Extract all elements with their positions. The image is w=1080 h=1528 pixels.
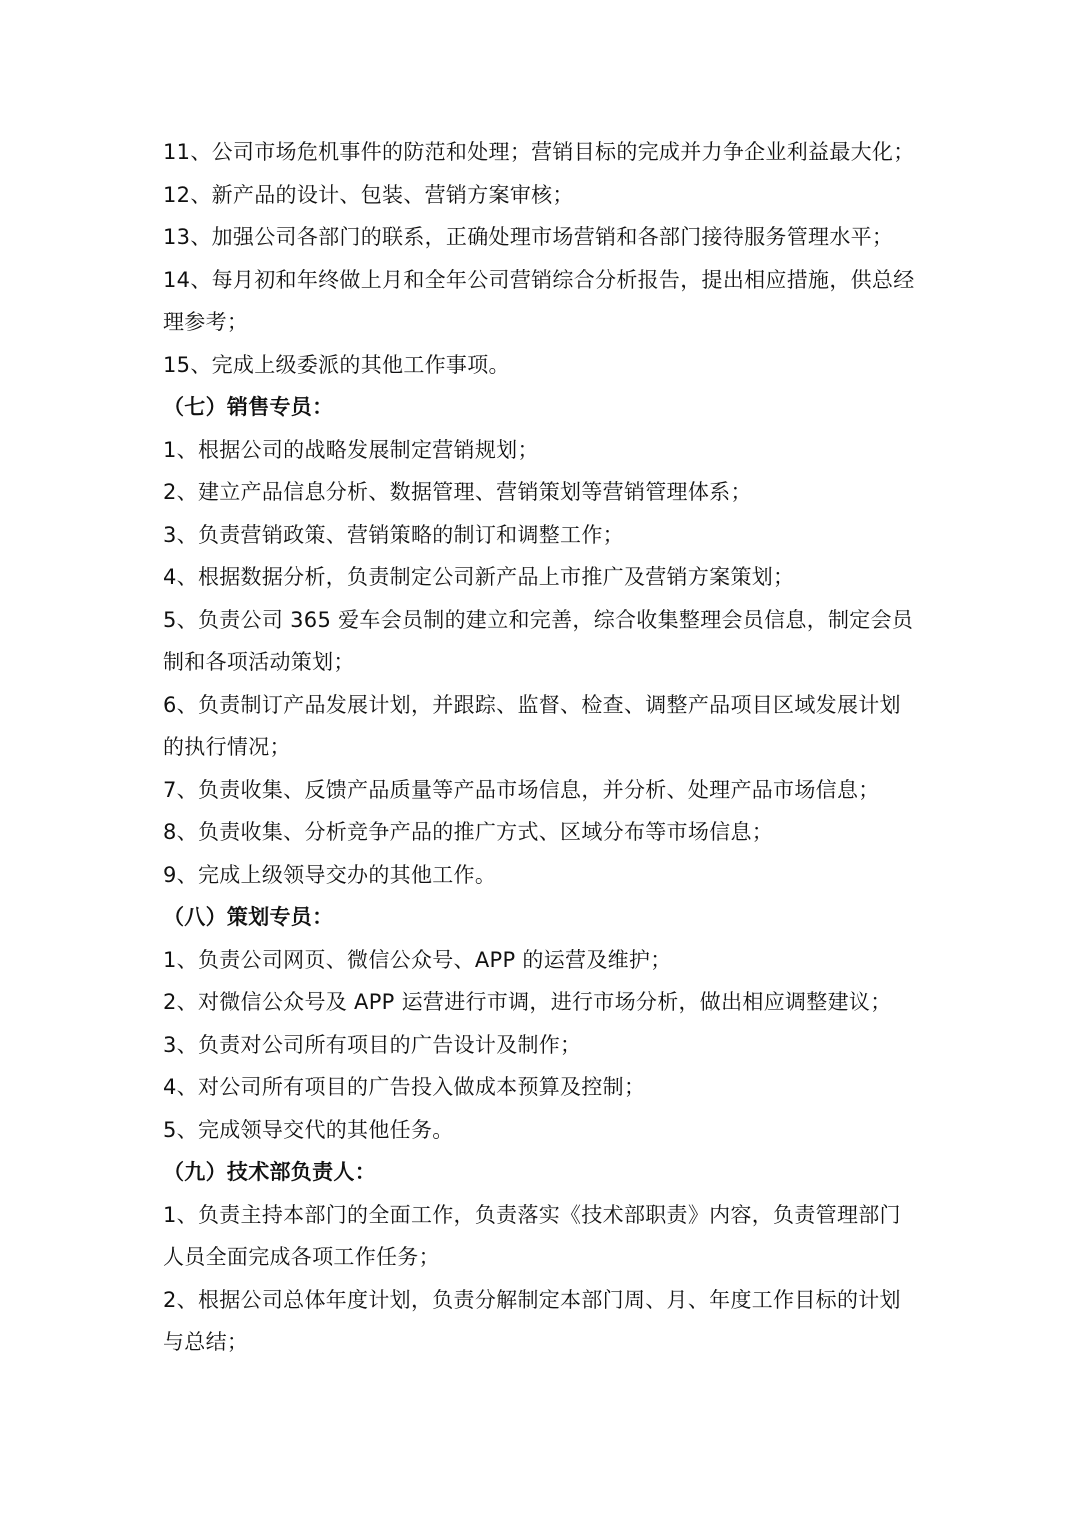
text-line: 8、负责收集、分析竞争产品的推广方式、区域分布等市场信息；	[163, 820, 774, 844]
text-line: 4、根据数据分析，负责制定公司新产品上市推广及营销方案策划；	[163, 565, 795, 589]
text-line: 2、对微信公众号及 APP 运营进行市调，进行市场分析，做出相应调整建议；	[163, 990, 892, 1014]
text-line: 14、每月初和年终做上月和全年公司营销综合分析报告，提出相应措施，供总经	[163, 267, 915, 292]
text-line: 2、根据公司总体年度计划，负责分解制定本部门周、月、年度工作目标的计划	[163, 1287, 901, 1312]
text-line: 7、负责收集、反馈产品质量等产品市场信息，并分析、处理产品市场信息；	[163, 777, 880, 802]
text-line: 9、完成上级领导交办的其他工作。	[163, 862, 497, 887]
text-line: 1、负责公司网页、微信公众号、APP 的运营及维护；	[163, 947, 672, 972]
section-heading: （八）策划专员：	[163, 905, 334, 929]
text-line: 5、负责公司 365 爱车会员制的建立和完善，综合收集整理会员信息，制定会员	[163, 607, 914, 632]
text-line: 3、负责营销政策、营销策略的制订和调整工作；	[163, 522, 624, 547]
text-line: 5、完成领导交代的其他任务。	[163, 1117, 454, 1142]
text-line: 的执行情况；	[163, 735, 291, 759]
text-line: 理参考；	[163, 310, 249, 334]
text-line: 2、建立产品信息分析、数据管理、营销策划等营销管理体系；	[163, 480, 752, 504]
text-line: 13、加强公司各部门的联系，正确处理市场营销和各部门接待服务管理水平；	[163, 225, 894, 249]
section-heading: （九）技术部负责人：	[163, 1160, 376, 1184]
text-line: 12、新产品的设计、包装、营销方案审核；	[163, 182, 574, 207]
section-heading: （七）销售专员：	[163, 395, 334, 419]
text-line: 4、对公司所有项目的广告投入做成本预算及控制；	[163, 1075, 646, 1099]
text-line: 15、完成上级委派的其他工作事项。	[163, 352, 510, 377]
text-line: 1、根据公司的战略发展制定营销规划；	[163, 437, 539, 462]
text-line: 与总结；	[163, 1330, 249, 1354]
text-line: 制和各项活动策划；	[163, 650, 355, 674]
document-body	[163, 131, 923, 1364]
text-line: 6、负责制订产品发展计划，并跟踪、监督、检查、调整产品项目区域发展计划	[163, 692, 901, 717]
text-line: 3、负责对公司所有项目的广告设计及制作；	[163, 1032, 582, 1057]
text-line: 11、公司市场危机事件的防范和处理；营销目标的完成并力争企业利益最大化；	[163, 140, 915, 164]
text-line: 1、负责主持本部门的全面工作，负责落实《技术部职责》内容，负责管理部门	[163, 1202, 901, 1227]
text-line: 人员全面完成各项工作任务；	[163, 1245, 440, 1269]
